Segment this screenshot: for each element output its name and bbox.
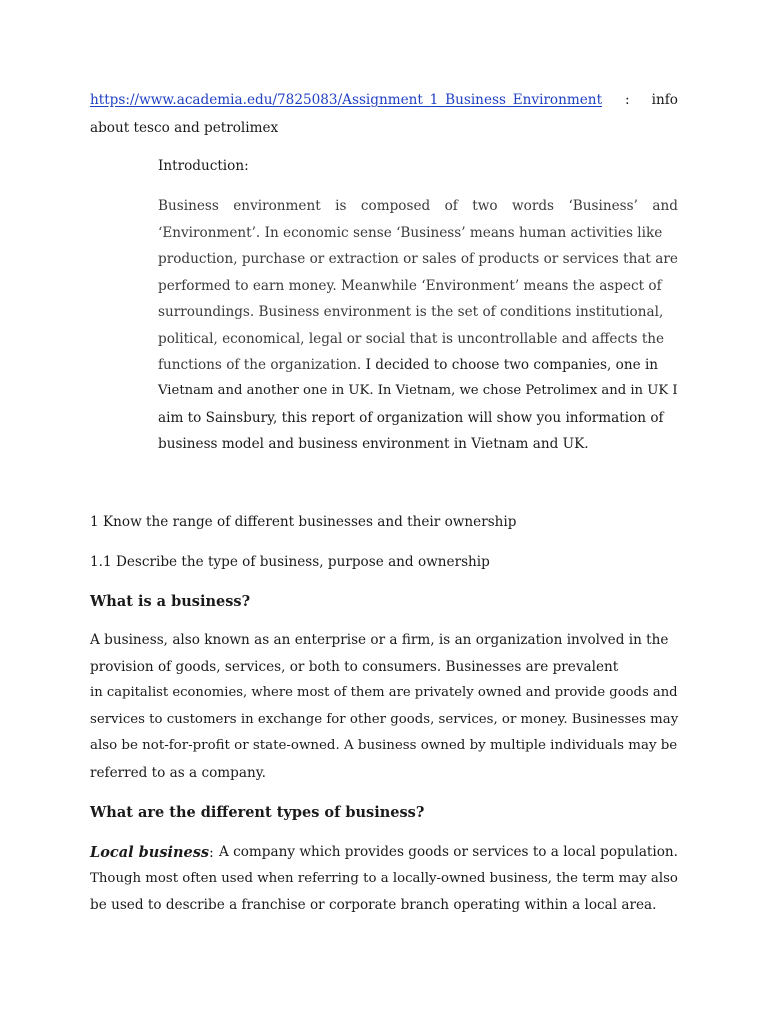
intro-line-2: ‘Environment’. In economic sense ‘Business’ means human activities like xyxy=(158,225,663,241)
source-line xyxy=(90,92,678,108)
source-line-2: about tesco and petrolimex xyxy=(90,120,279,136)
business-line-2: provision of goods, services, or both to consumers. Businesses are prevalent xyxy=(90,659,619,675)
intro-line-6: political, economical, legal or social that is uncontrollable and affects the xyxy=(158,331,665,347)
source-separator: : xyxy=(625,92,630,108)
local-business-line-1: Local business: A company which provides goods or services to a local population. xyxy=(90,844,678,861)
business-line-5: also be not-for-profit or state-owned. A business owned by multiple individuals may be xyxy=(90,738,678,753)
source-suffix: info xyxy=(651,92,678,108)
local-business-line-3: be used to describe a franchise or corporate branch operating within a local area. xyxy=(90,897,657,913)
intro-line-10: business model and business environment in Vietnam and UK. xyxy=(158,436,589,452)
intro-line-3: production, purchase or extraction or sales of products or services that are xyxy=(158,251,678,267)
intro-line-5: surroundings. Business environment is the set of conditions institutional, xyxy=(158,304,664,320)
local-business-line-2: Though most often used when referring to a locally-owned business, the term may also xyxy=(90,871,678,886)
business-line-6: referred to as a company. xyxy=(90,765,266,781)
intro-title: Introduction: xyxy=(158,158,249,174)
intro-line-7: functions of the organization. I decided to choose two companies, one in xyxy=(158,357,659,373)
business-line-1: A business, also known as an enterprise or a firm, is an organization involved in the xyxy=(90,632,669,648)
local-business-label: Local business xyxy=(90,844,210,861)
section-title: 1 Know the range of different businesses and their ownership xyxy=(90,514,517,530)
intro-line-1: Business environment is composed of two words ‘Business’ and xyxy=(158,198,678,214)
intro-line-4: performed to earn money. Meanwhile ‘Environment’ means the aspect of xyxy=(158,278,662,294)
source-link[interactable]: https://www.academia.edu/7825083/Assignment_1_Business_Environment xyxy=(90,92,603,108)
section-subtitle: 1.1 Describe the type of business, purpose and ownership xyxy=(90,554,490,570)
heading-types-of-business: What are the different types of business? xyxy=(90,804,425,821)
heading-what-is-business: What is a business? xyxy=(90,593,251,610)
intro-line-9: aim to Sainsbury, this report of organization will show you information of xyxy=(158,410,664,426)
intro-line-8: Vietnam and another one in UK. In Vietnam, we chose Petrolimex and in UK I xyxy=(158,383,678,398)
business-line-4: services to customers in exchange for other goods, services, or money. Businesses may xyxy=(90,712,679,727)
business-line-3: in capitalist economies, where most of them are privately owned and provide goods and xyxy=(90,685,678,700)
